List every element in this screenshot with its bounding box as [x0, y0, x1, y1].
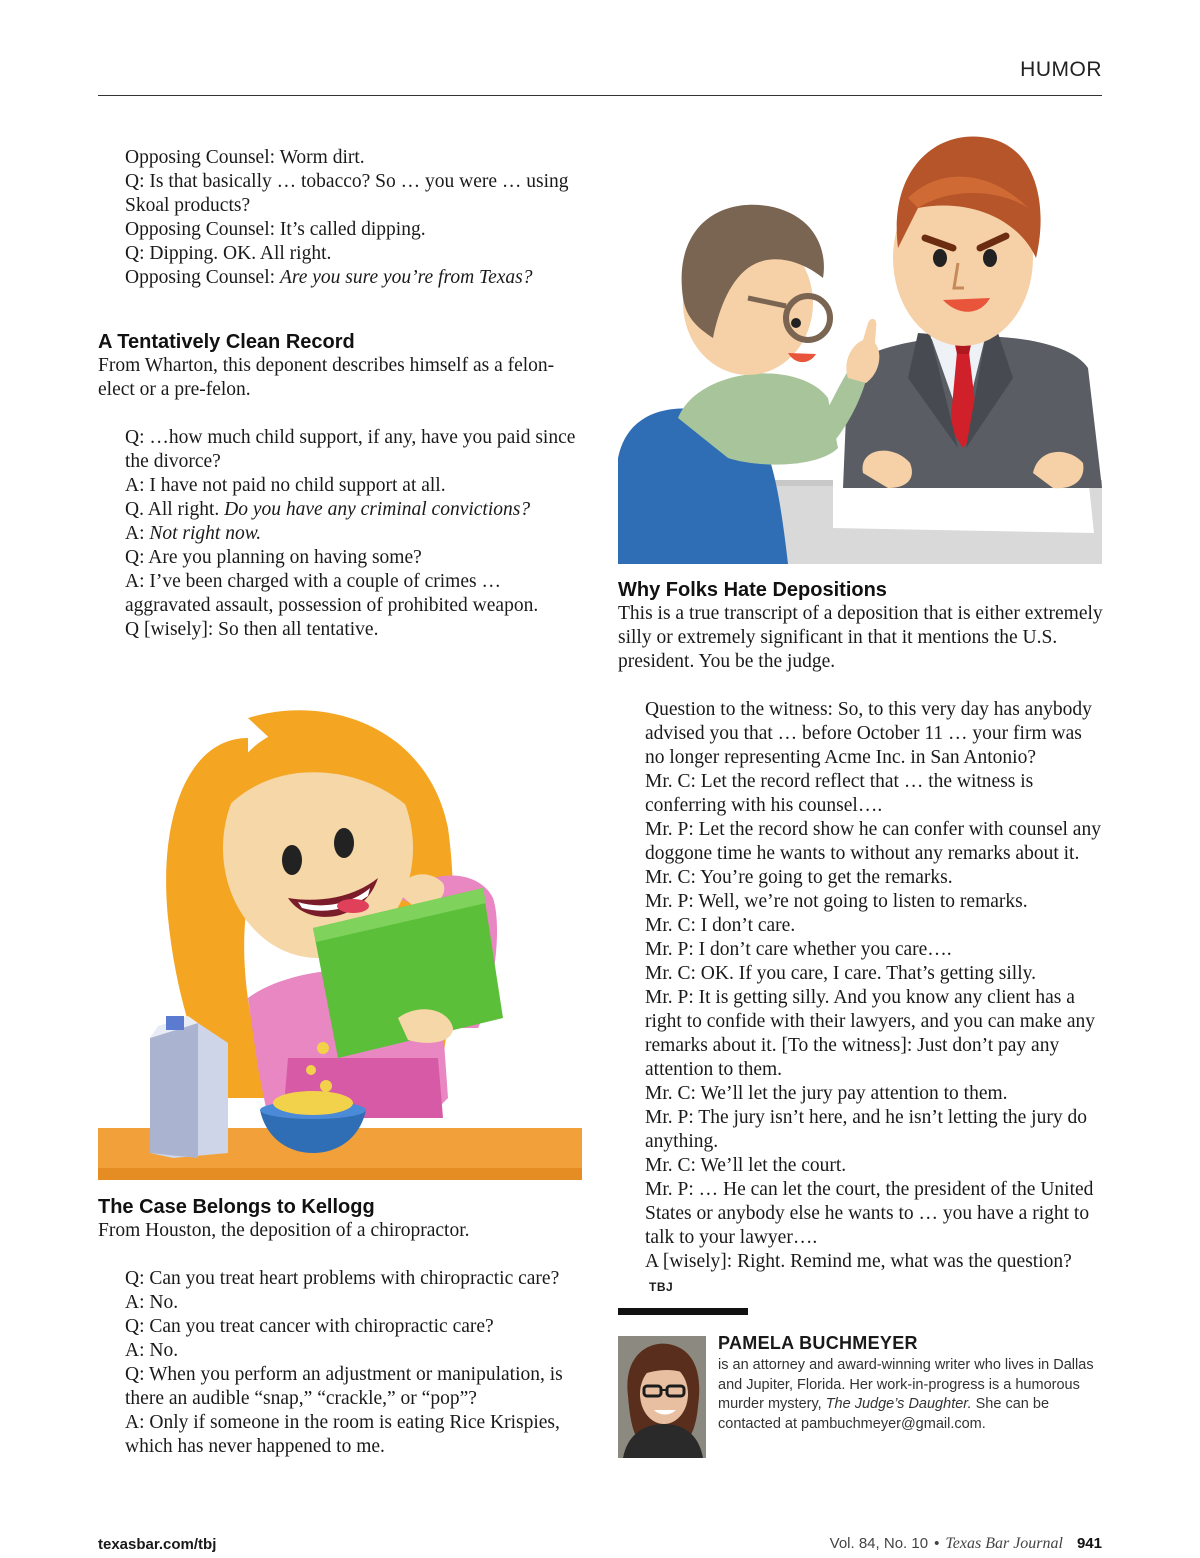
- transcript-line: [125, 1315, 588, 1339]
- line-text: A: Only if someone in the room is eating Rice Krispies, which has never happened to me.: [125, 1412, 560, 1457]
- line-text: Opposing Counsel: It’s called dipping.: [125, 219, 426, 240]
- line-text: Mr. P: It is getting silly. And you know any client has a right to confide with their lawyers, and you can make any remarks about it. [To the witness]: Just don’t pay any attention to them.: [645, 987, 1095, 1080]
- line-text: Mr. P: Let the record show he can confer with counsel any doggone time he wants to without any remarks about it.: [645, 819, 1101, 864]
- line-text: Q: Can you treat cancer with chiropractic care?: [125, 1316, 494, 1337]
- line-text: Mr. C: We’ll let the court.: [645, 1155, 847, 1176]
- deposition-illustration: [618, 128, 1102, 564]
- transcript-line: [645, 818, 1104, 866]
- line-text: Q: …how much child support, if any, have you paid since the divorce?: [125, 427, 576, 472]
- opening-quote: [98, 146, 588, 290]
- transcript-clean-record: [98, 426, 588, 642]
- line-prefix: A:: [125, 523, 150, 544]
- tbj-end-mark: TBJ: [649, 1280, 674, 1294]
- footer-journal: Texas Bar Journal: [945, 1535, 1063, 1552]
- transcript-line: [645, 1154, 1104, 1178]
- transcript-line: [125, 498, 588, 522]
- section-intro-depositions: This is a true transcript of a deposition that is either extremely silly or extremely significant in that it mentions the U.S. president. You be the judge.: [618, 603, 1103, 672]
- transcript-line: [645, 1250, 1104, 1299]
- transcript-line: [645, 1106, 1104, 1154]
- line-text: A: I have not paid no child support at all.: [125, 475, 446, 496]
- transcript-kellogg: [98, 1267, 588, 1459]
- transcript-line: [125, 1291, 588, 1315]
- transcript-line: [125, 474, 588, 498]
- line-text: Q: Dipping. OK. All right.: [125, 243, 332, 264]
- transcript-line: [125, 242, 588, 266]
- section-label: HUMOR: [1020, 58, 1102, 81]
- section-heading-depositions: Why Folks Hate Depositions: [618, 579, 887, 601]
- line-italic: Do you have any criminal convictions?: [224, 499, 531, 520]
- line-text: Mr. P: Well, we’re not going to listen to remarks.: [645, 891, 1028, 912]
- line-text: Q: Are you planning on having some?: [125, 547, 422, 568]
- transcript-line: [645, 866, 1104, 890]
- section-intro-kellogg: From Houston, the deposition of a chiropractor.: [98, 1220, 470, 1241]
- left-column: [98, 146, 588, 642]
- transcript-line: [645, 914, 1104, 938]
- transcript-line: [125, 1411, 588, 1459]
- line-text: Mr. C: I don’t care.: [645, 915, 796, 936]
- line-text: Mr. C: OK. If you care, I care. That’s getting silly.: [645, 963, 1036, 984]
- transcript-line: [125, 1339, 588, 1363]
- transcript-line: [645, 1178, 1104, 1250]
- section-heading-kellogg: The Case Belongs to Kellogg: [98, 1196, 375, 1218]
- transcript-depositions: [618, 698, 1104, 1299]
- footer-page-number: 941: [1076, 1535, 1102, 1552]
- author-name: PAMELA BUCHMEYER: [718, 1333, 918, 1353]
- line-text: Mr. P: I don’t care whether you care….: [645, 939, 952, 960]
- line-text: A [wisely]: Right. Remind me, what was the question?: [645, 1251, 1072, 1272]
- cereal-illustration: [98, 698, 582, 1180]
- transcript-line: [125, 618, 588, 642]
- transcript-line: [125, 522, 588, 546]
- bio-text-after: She can be contacted at pambuchmeyer@gmail.com.: [718, 1396, 1050, 1432]
- footer-volume: Vol. 84, No. 10: [829, 1535, 929, 1552]
- transcript-line: [125, 570, 588, 618]
- line-text: A: I’ve been charged with a couple of crimes … aggravated assault, possession of prohibited weapon.: [125, 571, 539, 616]
- transcript-line: [125, 546, 588, 570]
- line-text: Mr. P: … He can let the court, the president of the United States or anybody else he wants to … you have a right to talk to your lawyer….: [645, 1179, 1094, 1248]
- author-bio: [718, 1332, 1108, 1434]
- header-rule: [98, 95, 1102, 96]
- line-text: Q: Is that basically … tobacco? So … you were … using Skoal products?: [125, 171, 569, 216]
- line-text: Mr. C: We’ll let the jury pay attention to them.: [645, 1083, 1008, 1104]
- line-text: Q: Can you treat heart problems with chiropractic care?: [125, 1268, 560, 1289]
- line-text: Q [wisely]: So then all tentative.: [125, 619, 379, 640]
- line-prefix: Q. All right.: [125, 499, 225, 520]
- line-text: Q: When you perform an adjustment or manipulation, is there an audible “snap,” “crackle,” or “pop”?: [125, 1364, 563, 1409]
- transcript-line: [645, 1082, 1104, 1106]
- section-intro-clean-record: From Wharton, this deponent describes himself as a felon-elect or a pre-felon.: [98, 355, 555, 400]
- transcript-line: [125, 146, 588, 170]
- footer-bullet: •: [934, 1535, 940, 1552]
- author-bio-text: [718, 1356, 1108, 1434]
- transcript-line: [645, 890, 1104, 914]
- bio-text-before: is an attorney and award-winning writer who lives in Dallas and Jupiter, Florida. Her work-in-progress is a humorous murder mystery,: [718, 1357, 1094, 1412]
- transcript-line: [645, 986, 1104, 1082]
- footer-citation: [830, 1535, 1102, 1553]
- transcript-line: [125, 426, 588, 474]
- right-column: [618, 578, 1104, 1299]
- bio-divider-bar: [618, 1308, 748, 1315]
- line-text: Mr. C: You’re going to get the remarks.: [645, 867, 953, 888]
- transcript-line: [125, 170, 588, 218]
- line-text: A: No.: [125, 1292, 179, 1313]
- kellogg-section: [98, 1195, 588, 1459]
- line-text: Question to the witness: So, to this very day has anybody advised you that … before October 11 … your firm was no longer representing Acme Inc. in San Antonio?: [645, 699, 1092, 768]
- line-text: Opposing Counsel: Worm dirt.: [125, 147, 365, 168]
- line-text: Mr. P: The jury isn’t here, and he isn’t letting the jury do anything.: [645, 1107, 1087, 1152]
- line-prefix: Opposing Counsel:: [125, 267, 280, 288]
- author-photo: [618, 1336, 706, 1458]
- transcript-line: [645, 962, 1104, 986]
- transcript-line: [645, 938, 1104, 962]
- transcript-line: [125, 1267, 588, 1291]
- transcript-line: [645, 770, 1104, 818]
- line-italic: Are you sure you’re from Texas?: [279, 267, 533, 288]
- transcript-line: [125, 266, 588, 290]
- line-text: A: No.: [125, 1340, 179, 1361]
- footer-url: texasbar.com/tbj: [98, 1536, 217, 1553]
- transcript-line: [645, 698, 1104, 770]
- section-heading-clean-record: A Tentatively Clean Record: [98, 331, 355, 353]
- bio-book-title: The Judge’s Daughter.: [825, 1396, 972, 1412]
- line-text: Mr. C: Let the record reflect that … the witness is conferring with his counsel….: [645, 771, 1034, 816]
- transcript-line: [125, 1363, 588, 1411]
- line-italic: Not right now.: [149, 523, 262, 544]
- transcript-line: [125, 218, 588, 242]
